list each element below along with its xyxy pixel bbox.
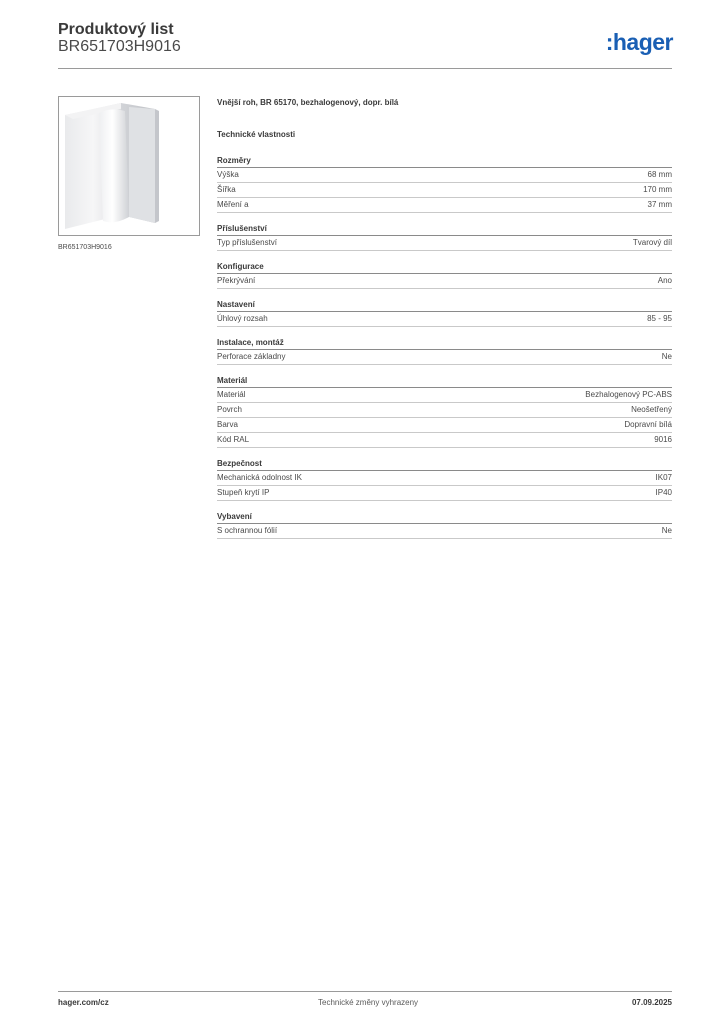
section-title: Materiál	[217, 374, 672, 388]
row-label: Povrch	[217, 405, 242, 414]
section-configuration	[217, 260, 672, 289]
product-code: BR651703H9016	[58, 38, 181, 55]
row-value: IP40	[655, 488, 672, 497]
table-row	[217, 418, 672, 433]
row-label: Mechanická odolnost IK	[217, 473, 302, 482]
section-title: Nastavení	[217, 298, 672, 312]
section-settings	[217, 298, 672, 327]
table-row	[217, 403, 672, 418]
footer-website-link[interactable]: hager.com/cz	[58, 998, 109, 1007]
table-row	[217, 183, 672, 198]
row-value: Tvarový díl	[632, 238, 672, 247]
section-title: Příslušenství	[217, 222, 672, 236]
section-installation	[217, 336, 672, 365]
row-value: Dopravní bílá	[624, 420, 672, 429]
row-value: Bezhalogenový PC-ABS	[585, 390, 672, 399]
row-value: Ne	[661, 526, 672, 535]
product-properties	[217, 97, 672, 539]
row-value: Neošetřený	[631, 405, 672, 414]
row-label: Kód RAL	[217, 435, 250, 444]
section-material	[217, 374, 672, 448]
row-value: Ne	[661, 352, 672, 361]
product-description: Vnější roh, BR 65170, bezhalogenový, dopr. bílá	[217, 98, 399, 107]
section-title: Instalace, montáž	[217, 336, 672, 350]
footer-date: 07.09.2025	[631, 998, 672, 1007]
section-equipment	[217, 510, 672, 539]
section-title: Vybavení	[217, 510, 672, 524]
row-label: Materiál	[217, 390, 246, 399]
footer-divider	[58, 991, 672, 992]
hager-logo	[595, 28, 675, 58]
row-label: Měření a	[217, 200, 249, 209]
footer-disclaimer: Technické změny vyhrazeny	[318, 998, 419, 1007]
page-title: Produktový list	[58, 21, 174, 38]
row-value: IK07	[655, 473, 672, 482]
row-label: Perforace základny	[217, 352, 286, 361]
hager-logo-text: :hager	[605, 29, 673, 55]
table-row	[217, 471, 672, 486]
table-row	[217, 486, 672, 501]
image-caption: BR651703H9016	[58, 244, 112, 251]
row-value: 85 - 95	[647, 314, 672, 323]
section-dimensions	[217, 154, 672, 213]
table-row	[217, 236, 672, 251]
section-title: Bezpečnost	[217, 457, 672, 471]
row-label: Stupeň krytí IP	[217, 488, 270, 497]
row-label: Výška	[217, 170, 239, 179]
row-value: 68 mm	[647, 170, 672, 179]
row-label: S ochrannou fólií	[217, 526, 278, 535]
table-row	[217, 350, 672, 365]
section-title: Rozměry	[217, 154, 672, 168]
section-title: Konfigurace	[217, 260, 672, 274]
row-value: Ano	[657, 276, 672, 285]
row-value: 170 mm	[643, 185, 672, 194]
row-label: Šířka	[217, 185, 236, 194]
properties-heading: Technické vlastnosti	[217, 130, 296, 139]
product-illustration	[59, 97, 199, 235]
row-label: Barva	[217, 420, 238, 429]
row-value: 37 mm	[647, 200, 672, 209]
row-label: Překrývání	[217, 276, 256, 285]
product-image	[58, 96, 200, 236]
table-row	[217, 274, 672, 289]
header-divider	[58, 68, 672, 69]
row-label: Úhlový rozsah	[217, 314, 268, 323]
table-row	[217, 168, 672, 183]
table-row	[217, 198, 672, 213]
section-safety	[217, 457, 672, 501]
section-accessories	[217, 222, 672, 251]
row-value: 9016	[654, 435, 672, 444]
table-row	[217, 388, 672, 403]
table-row	[217, 312, 672, 327]
row-label: Typ příslušenství	[217, 238, 278, 247]
table-row	[217, 433, 672, 448]
table-row	[217, 524, 672, 539]
